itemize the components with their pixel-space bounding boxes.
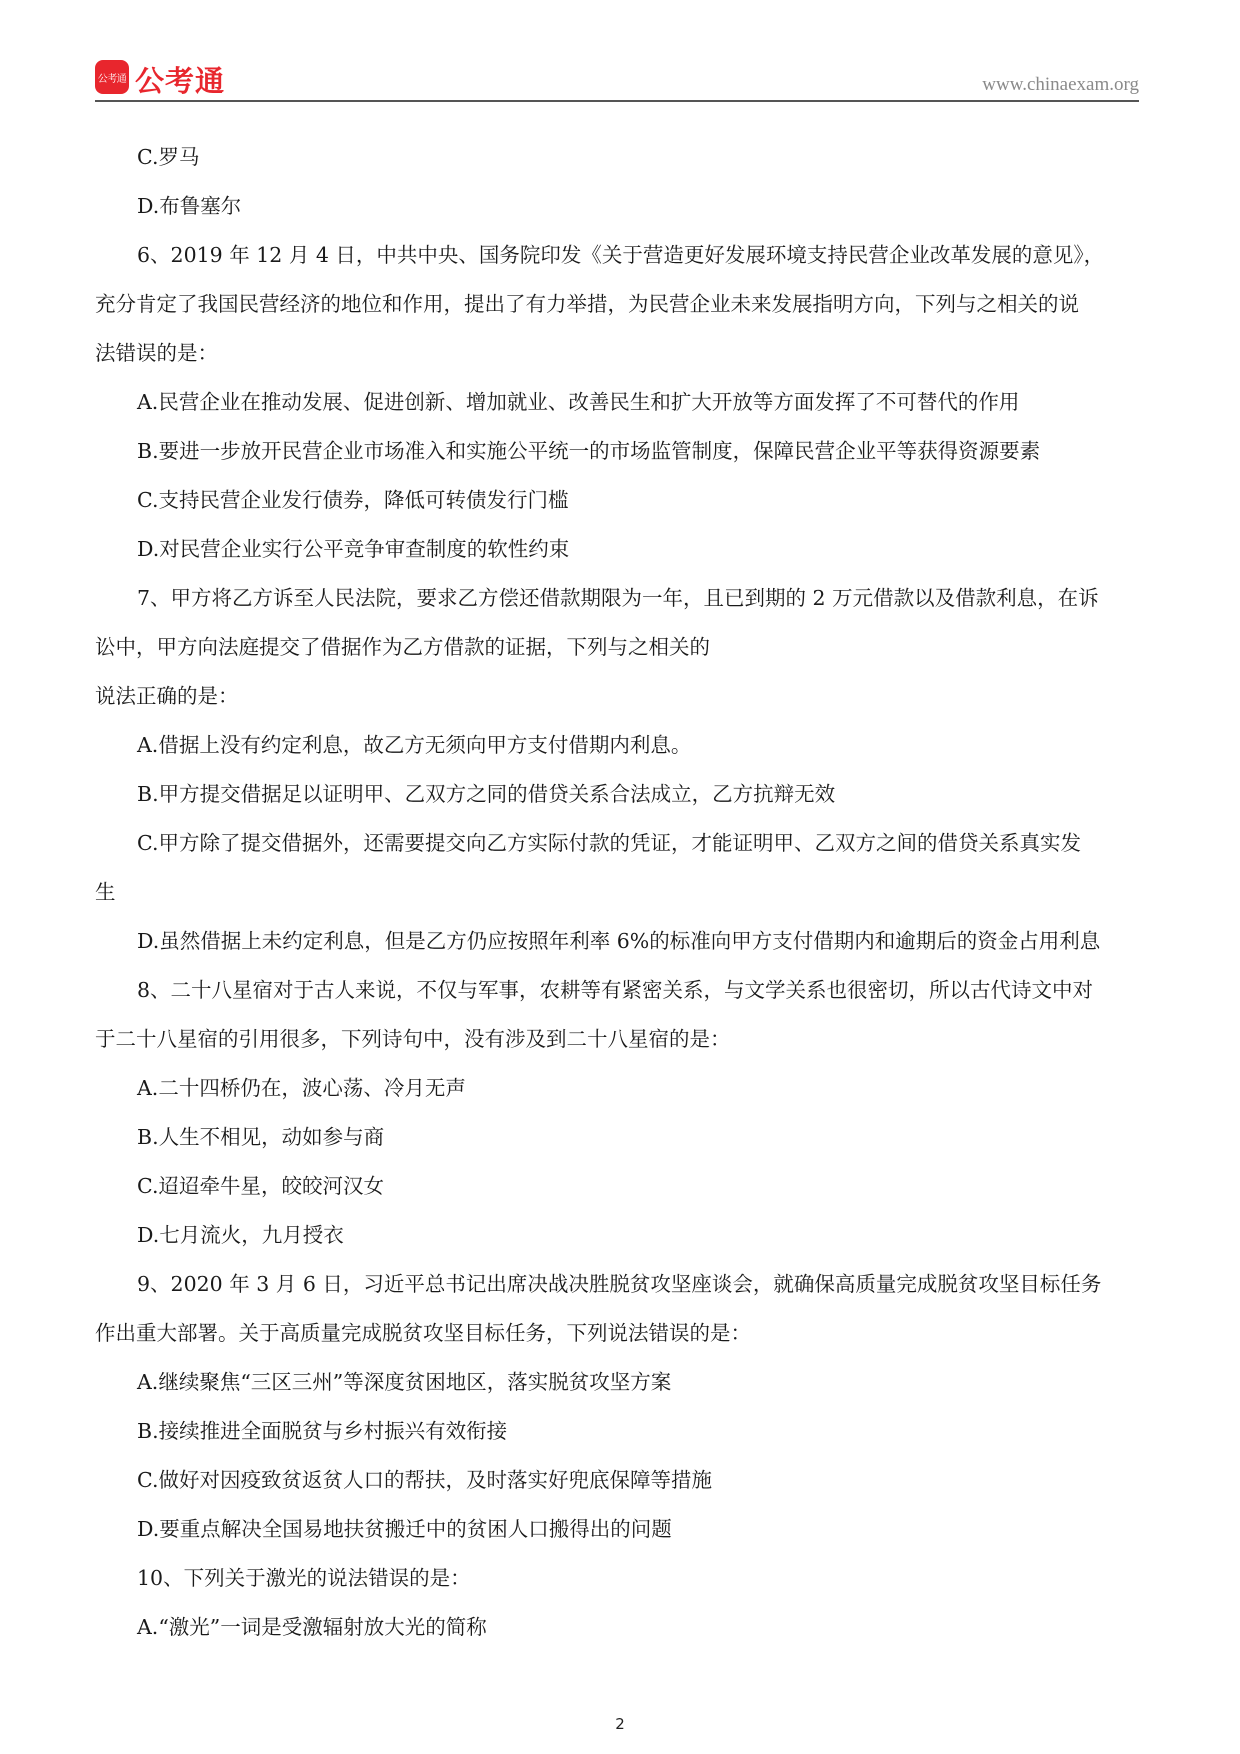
text-line: C.做好对因疫致贫返贫人口的帮扶，及时落实好兜底保障等措施: [137, 1468, 712, 1492]
text-line: 法错误的是：: [95, 341, 218, 365]
text-line: 作出重大部署。关于高质量完成脱贫攻坚目标任务，下列说法错误的是：: [95, 1321, 751, 1345]
text-line: A.继续聚焦“三区三州”等深度贫困地区，落实脱贫攻坚方案: [137, 1370, 672, 1394]
text-line: B.甲方提交借据足以证明甲、乙双方之同的借贷关系合法成立，乙方抗辩无效: [137, 782, 836, 806]
text-line: 充分肯定了我国民营经济的地位和作用，提出了有力举措，为民营企业未来发展指明方向，下列与之相关的说: [95, 292, 1079, 316]
text-line: C.甲方除了提交借据外，还需要提交向乙方实际付款的凭证，才能证明甲、乙双方之间的借贷关系真实发: [137, 831, 1081, 855]
text-line: D.虽然借据上未约定利息，但是乙方仍应按照年利率 6%的标准向甲方支付借期内和逾期后的资金占用利息: [137, 929, 1101, 953]
text-line: A.“激光”一词是受激辐射放大光的简称: [137, 1615, 487, 1639]
header-divider: [95, 100, 1139, 102]
page-number: 2: [615, 1715, 625, 1733]
text-line: 讼中，甲方向法庭提交了借据作为乙方借款的证据，下列与之相关的: [95, 635, 710, 659]
text-line: 7、甲方将乙方诉至人民法院，要求乙方偿还借款期限为一年，且已到期的 2 万元借款以及借款利息，在诉: [137, 586, 1099, 610]
text-line: A.借据上没有约定利息，故乙方无须向甲方支付借期内利息。: [137, 733, 692, 757]
text-line: B.接续推进全面脱贫与乡村振兴有效衔接: [137, 1419, 508, 1443]
text-line: 10、下列关于激光的说法错误的是：: [137, 1566, 471, 1590]
logo-icon: 公考通: [95, 60, 129, 94]
text-line: A.民营企业在推动发展、促进创新、增加就业、改善民生和扩大开放等方面发挥了不可替代的作用: [137, 390, 1020, 414]
text-line: 说法正确的是：: [95, 684, 239, 708]
text-line: B.要进一步放开民营企业市场准入和实施公平统一的市场监管制度，保障民营企业平等获得资源要素: [137, 439, 1041, 463]
text-line: 9、2020 年 3 月 6 日，习近平总书记出席决战决胜脱贫攻坚座谈会，就确保高质量完成脱贫攻坚目标任务: [137, 1272, 1102, 1296]
text-line: 于二十八星宿的引用很多，下列诗句中，没有涉及到二十八星宿的是：: [95, 1027, 731, 1051]
text-line: 6、2019 年 12 月 4 日，中共中央、国务院印发《关于营造更好发展环境支持民营企业改革发展的意见》，: [137, 243, 1105, 267]
text-line: B.人生不相见，动如参与商: [137, 1125, 385, 1149]
site-url[interactable]: www.chinaexam.org: [982, 74, 1139, 95]
logo-text: 公考通: [135, 64, 226, 98]
text-line: D.对民营企业实行公平竞争审查制度的软性约束: [137, 537, 570, 561]
text-line: D.七月流火，九月授衣: [137, 1223, 344, 1247]
text-line: D.要重点解决全国易地扶贫搬迁中的贫困人口搬得出的问题: [137, 1517, 672, 1541]
document-body: [95, 133, 1155, 1652]
text-line: D.布鲁塞尔: [137, 194, 242, 218]
text-line: A.二十四桥仍在，波心荡、冷月无声: [137, 1076, 466, 1100]
text-line: C.罗马: [137, 145, 200, 169]
text-line: C.迢迢牵牛星，皎皎河汉女: [137, 1174, 384, 1198]
text-line: 8、二十八星宿对于古人来说，不仅与军事，农耕等有紧密关系，与文学关系也很密切，所以古代诗文中对: [137, 978, 1094, 1002]
text-line: 生: [95, 880, 116, 904]
text-line: C.支持民营企业发行债券，降低可转债发行门槛: [137, 488, 569, 512]
page-header: [95, 56, 1139, 102]
